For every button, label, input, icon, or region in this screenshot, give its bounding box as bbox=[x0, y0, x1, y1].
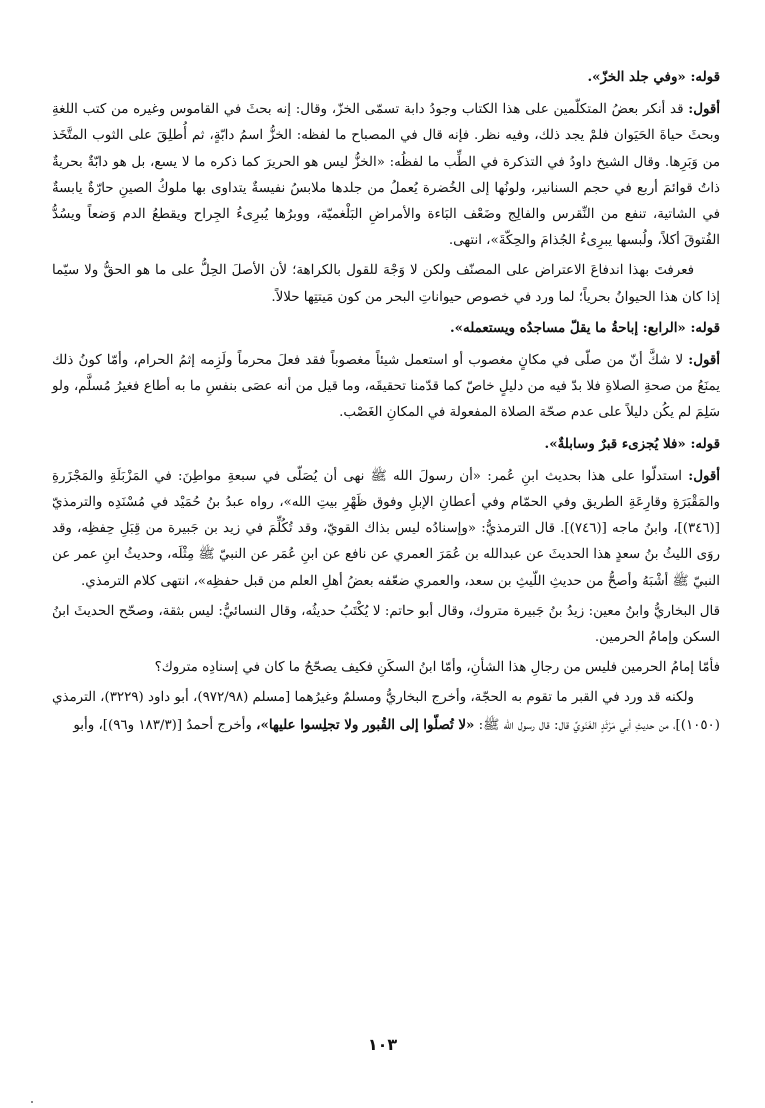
paragraph-lead: أقول: bbox=[688, 467, 720, 484]
paragraph-text: ولكنه قد ورد في القبر ما تقوم به الحجّة، وأخرج البخاريُّ ومسلمٌ وغيرُهما [مسلم (٩٧٢/٩٨)، أبو داود (٣٢٢٩)، الترمذي (١٠٥٠)]، من حديثِ أبي مَرْثَدٍ الغَنَويِّ قال: قال رسول الله ﷺ: bbox=[52, 690, 720, 733]
paragraph bbox=[52, 347, 720, 427]
paragraph-text: قد أنكر بعضُ المتكلّمين على هذا الكتاب وجودُ دابة تسمّى الخزّ، وقال: إنه بحثَ في القاموس وغيره من كتب اللغةِ وبحثَ حياةَ الحَيَوان فلمْ يجد ذلك، وفيه نظر. فإنه قال في المصباح ما لفظه: الخزُّ اسمُ دابّةٍ، ثم أُطلِقَ على الثوب المتَّخَذ من وَبَرِها. وقال الشيخ داودُ في التذكرة في الطِّب ما لفظُه: «الخزُّ ليس هو الحريرَ كما ذكره ما لا يسع، بل هو دابّةٌ بحريةٌ ذاتُ قوائمَ أربع في حجم السنانير، ولونُها إلى الخُضرة يُعملُ من جلدها ملابسُ نفيسةٌ يتداوى بها ملوكُ الصينِ حارّةٌ يابسةٌ في الشاتية، تنفع من النِّقرس والفالِج وضَعْف البَاءة والأمراضِ البَلْغميّة، ووبرُها يُبرِىءُ الجِراح ويقطعُ الدم وَضعاً ويسُدُّ الفُتوقَ أكلاً، ولُبسها يبرِىءُ الجُذامَ والحِكّةَ»، انتهى. bbox=[52, 102, 720, 249]
paragraph-text: وأخرج أحمدُ [(١٨٣/٣ و٩٦)]، وأبو bbox=[73, 717, 252, 733]
paragraph bbox=[52, 463, 720, 595]
paragraph-lead: أقول: bbox=[688, 352, 720, 369]
paragraph: فأمّا إمامُ الحرمين فليس من رجالِ هذا الشأنِ، وأمّا ابنُ السكَنِ فكيف يصحّحُ ما كان في إسنادِه متروك؟ bbox=[154, 660, 720, 676]
heading-key: قوله: bbox=[690, 435, 720, 452]
paragraph bbox=[52, 96, 720, 254]
paragraph-text: استدلّوا على هذا بحديث ابنِ عُمر: «أن رسولَ الله ﷺ نهى أن يُصَلّى في سبعةِ مواطِنَ: في المَزْبَلَةِ والمَجْزَرةِ والمَقْبَرَةِ وقارِعَةِ الطريق وفي الحمّام وفي أعطانِ الإبلِ وفوق ظَهْرِ بيتِ الله»، رواه عبدُ بنُ حُمَيْد في مُسْنَدِه والترمذيّ [(٣٤٦)]، وابنُ ماجه [(٧٤٦)]. قال الترمذيُّ: «وإسنادُه ليس بذاك القويّ، وقد تُكُلِّمَ في زيد بن جَبيرة من قِبَلِ حِفظِه، وقد روَى الليثُ بنُ سعدٍ هذا الحديثَ عن عبدالله بن عُمَرَ العمري عن نافع عن ابنِ عُمَر عن النبيّ ﷺ مِثْلَه، وحديثُ bbox=[52, 468, 720, 563]
paragraph-lead: أقول: bbox=[688, 101, 720, 118]
page-number: ١٠٣ bbox=[367, 1035, 398, 1054]
section-heading-qabr bbox=[52, 431, 720, 457]
section-heading-khazz bbox=[52, 64, 720, 90]
scan-speck bbox=[31, 1101, 33, 1103]
paragraph: فعرفتَ بهذا اندفاعَ الاعتراض على المصنّف ولكن لا وَجْهَ للقول بالكراهة؛ لأن الأصلَ الحِلُّ على ما هو الحقُّ ولا سيّما إذا كان هذا الحيوانُ بحرياً؛ لما ورد في خصوص حيواناتِ البحر من كون مَيتتِها حلالاً. bbox=[52, 263, 720, 305]
paragraph-text: ابنِ عمر عن النبيّ ﷺ أشْبَهُ وأصحُّ من حديثِ اللّيثِ بن سعد، والعمري ضعّفه بعضُ أهلِ العلم من قبل حفظِه»، انتهى كلام الترمذي. bbox=[52, 547, 720, 589]
heading-text: «فلا يُجزىء قبرٌ وسابلةٌ». bbox=[544, 435, 686, 452]
paragraph: قال البخاريُّ وابنُ معين: زيدُ بنُ جَبيرة متروك، وقال أبو حاتم: لا يُكْتَبُ حديثُه، وقال النسائيُّ: ليس بثقة، وصحّح الحديثَ ابنُ السكن وإمامُ الحرمين. bbox=[52, 603, 720, 646]
paragraph-text: لا شكَّ أنّ من صلّى في مكانٍ مغصوب أو استعمل شيئاً مغصوباً فقد فعلَ محرماً ولَزِمه إثمُ الحرام، وأمّا كونُ ذلك يمنَعُ من صحةِ الصلاةِ فلا بدّ فيه من دليلٍ خاصّ كما قدّمنا تحقيقَه، وما قيل من أنه عصَى بنفسِ ما به أطاع فغيرُ مُسلَّم، ولو سَلِمَ لم يكُن دليلاً على عدم صحّة الصلاة المفعولة في المكانِ الغَصْب. bbox=[52, 353, 720, 421]
heading-text: «وفي جلد الخزّ». bbox=[587, 69, 686, 85]
heading-key: قوله: bbox=[690, 69, 720, 85]
paragraph bbox=[52, 685, 720, 738]
page-body bbox=[52, 62, 720, 743]
hadith-quote: «لا تُصلّوا إلى القُبور ولا تجلِسوا عليها»، bbox=[256, 716, 475, 733]
heading-text: «الرابع: إباحةُ ما يقلّ مساجدُه ويستعمله». bbox=[449, 319, 686, 336]
section-heading-ghasb bbox=[52, 315, 720, 341]
heading-key: قوله: bbox=[690, 319, 720, 336]
